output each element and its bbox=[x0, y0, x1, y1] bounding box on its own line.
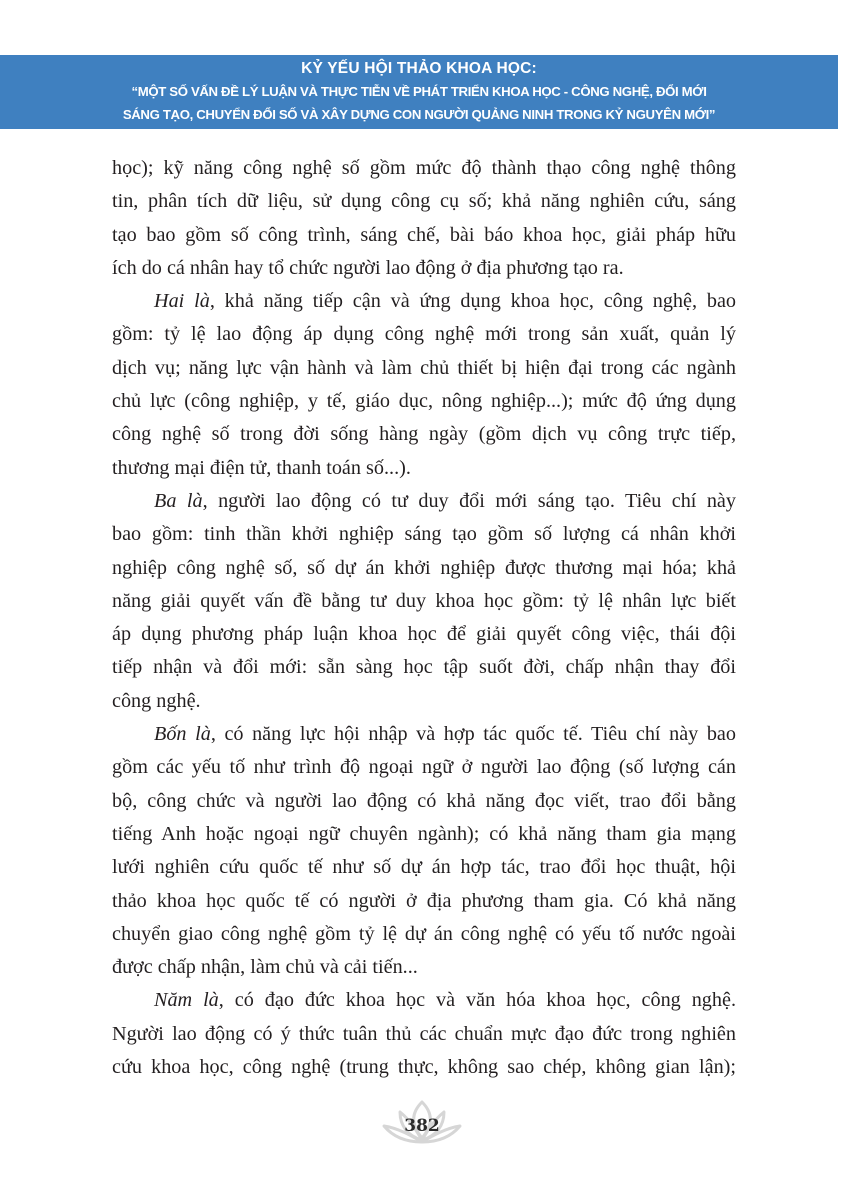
paragraph-lead: Ba là bbox=[154, 489, 203, 512]
text-line: tạo bao gồm số công trình, sáng chế, bài báo khoa học, giải pháp hữu bbox=[112, 223, 736, 246]
header-banner bbox=[0, 55, 838, 129]
paragraph-1 bbox=[112, 152, 736, 285]
text-line: được chấp nhận, làm chủ và cải tiến... bbox=[112, 956, 418, 979]
paragraph-2 bbox=[112, 285, 736, 485]
text-line bbox=[112, 485, 736, 518]
text-line: bộ, công chức và người lao động có khả năng đọc viết, trao đổi bằng bbox=[112, 789, 736, 812]
header-subtitle-line-1: “MỘT SỐ VẤN ĐỀ LÝ LUẬN VÀ THỰC TIỄN VỀ PHÁT TRIỂN KHOA HỌC - CÔNG NGHỆ, ĐỔI MỚI bbox=[131, 84, 707, 99]
page-footer bbox=[372, 1098, 472, 1148]
text-line: thảo khoa học quốc tế có người ở địa phương tham gia. Có khả năng bbox=[112, 889, 736, 912]
text-line: dịch vụ; năng lực vận hành và làm chủ thiết bị hiện đại trong các ngành bbox=[112, 356, 736, 379]
text-line: chủ lực (công nghiệp, y tế, giáo dục, nông nghiệp...); mức độ ứng dụng bbox=[112, 390, 736, 413]
text-line: gồm: tỷ lệ lao động áp dụng công nghệ mới trong sản xuất, quản lý bbox=[112, 323, 736, 346]
text-line: bao gồm: tinh thần khởi nghiệp sáng tạo gồm số lượng cá nhân khởi bbox=[112, 523, 736, 546]
text-line: lưới nghiên cứu quốc tế như số dự án hợp tác, trao đổi học thuật, hội bbox=[112, 856, 736, 879]
text-line: thương mại điện tử, thanh toán số...). bbox=[112, 456, 411, 479]
text-line: nghiệp công nghệ số, số dự án khởi nghiệp được thương mại hóa; khả bbox=[112, 556, 736, 579]
line-text: , người lao động có tư duy đổi mới sáng tạo. Tiêu chí này bbox=[202, 489, 736, 512]
paragraph-5 bbox=[112, 984, 736, 1084]
line-text: , có đạo đức khoa học và văn hóa khoa học, công nghệ. bbox=[218, 989, 736, 1012]
text-line: công nghệ số trong đời sống hàng ngày (gồm dịch vụ công trực tiếp, bbox=[112, 423, 736, 446]
paragraph-lead: Hai là bbox=[154, 290, 210, 313]
paragraph-lead: Bốn là bbox=[154, 723, 211, 746]
text-line: học); kỹ năng công nghệ số gồm mức độ thành thạo công nghệ thông bbox=[112, 157, 736, 179]
text-line bbox=[112, 285, 736, 318]
text-line: Người lao động có ý thức tuân thủ các chuẩn mực đạo đức trong nghiên bbox=[112, 1022, 736, 1045]
header-title: KỶ YẾU HỘI THẢO KHOA HỌC: bbox=[301, 60, 537, 77]
paragraph-3 bbox=[112, 485, 736, 718]
text-line: gồm các yếu tố như trình độ ngoại ngữ ở người lao động (số lượng cán bbox=[112, 756, 736, 779]
text-line: chuyển giao công nghệ gồm tỷ lệ dự án công nghệ có yếu tố nước ngoài bbox=[112, 922, 736, 945]
line-text: , khả năng tiếp cận và ứng dụng khoa học, công nghệ, bao bbox=[209, 290, 736, 313]
text-line: năng giải quyết vấn đề bằng tư duy khoa học gồm: tỷ lệ nhân lực biết bbox=[112, 589, 736, 612]
text-line bbox=[112, 984, 736, 1017]
body-text bbox=[112, 152, 736, 1084]
text-line: công nghệ. bbox=[112, 689, 201, 712]
text-line: ích do cá nhân hay tổ chức người lao động ở địa phương tạo ra. bbox=[112, 256, 624, 279]
paragraph-4 bbox=[112, 718, 736, 984]
text-line: cứu khoa học, công nghệ (trung thực, không sao chép, không gian lận); bbox=[112, 1056, 736, 1079]
page-number: 382 bbox=[404, 1116, 440, 1136]
line-text: , có năng lực hội nhập và hợp tác quốc tế. Tiêu chí này bao bbox=[210, 723, 736, 746]
text-line bbox=[112, 718, 736, 751]
text-line: tin, phân tích dữ liệu, sử dụng công cụ số; khả năng nghiên cứu, sáng bbox=[112, 190, 736, 213]
paragraph-lead: Năm là bbox=[154, 989, 219, 1012]
text-line: tiếp nhận và đổi mới: sẵn sàng học tập suốt đời, chấp nhận thay đổi bbox=[112, 656, 736, 679]
text-line: áp dụng phương pháp luận khoa học để giải quyết công việc, thái đội bbox=[112, 623, 736, 646]
text-line: tiếng Anh hoặc ngoại ngữ chuyên ngành); có khả năng tham gia mạng bbox=[112, 822, 736, 845]
header-subtitle-line-2: SÁNG TẠO, CHUYỂN ĐỔI SỐ VÀ XÂY DỰNG CON NGƯỜI QUẢNG NINH TRONG KỶ NGUYÊN MỚI” bbox=[122, 107, 716, 122]
